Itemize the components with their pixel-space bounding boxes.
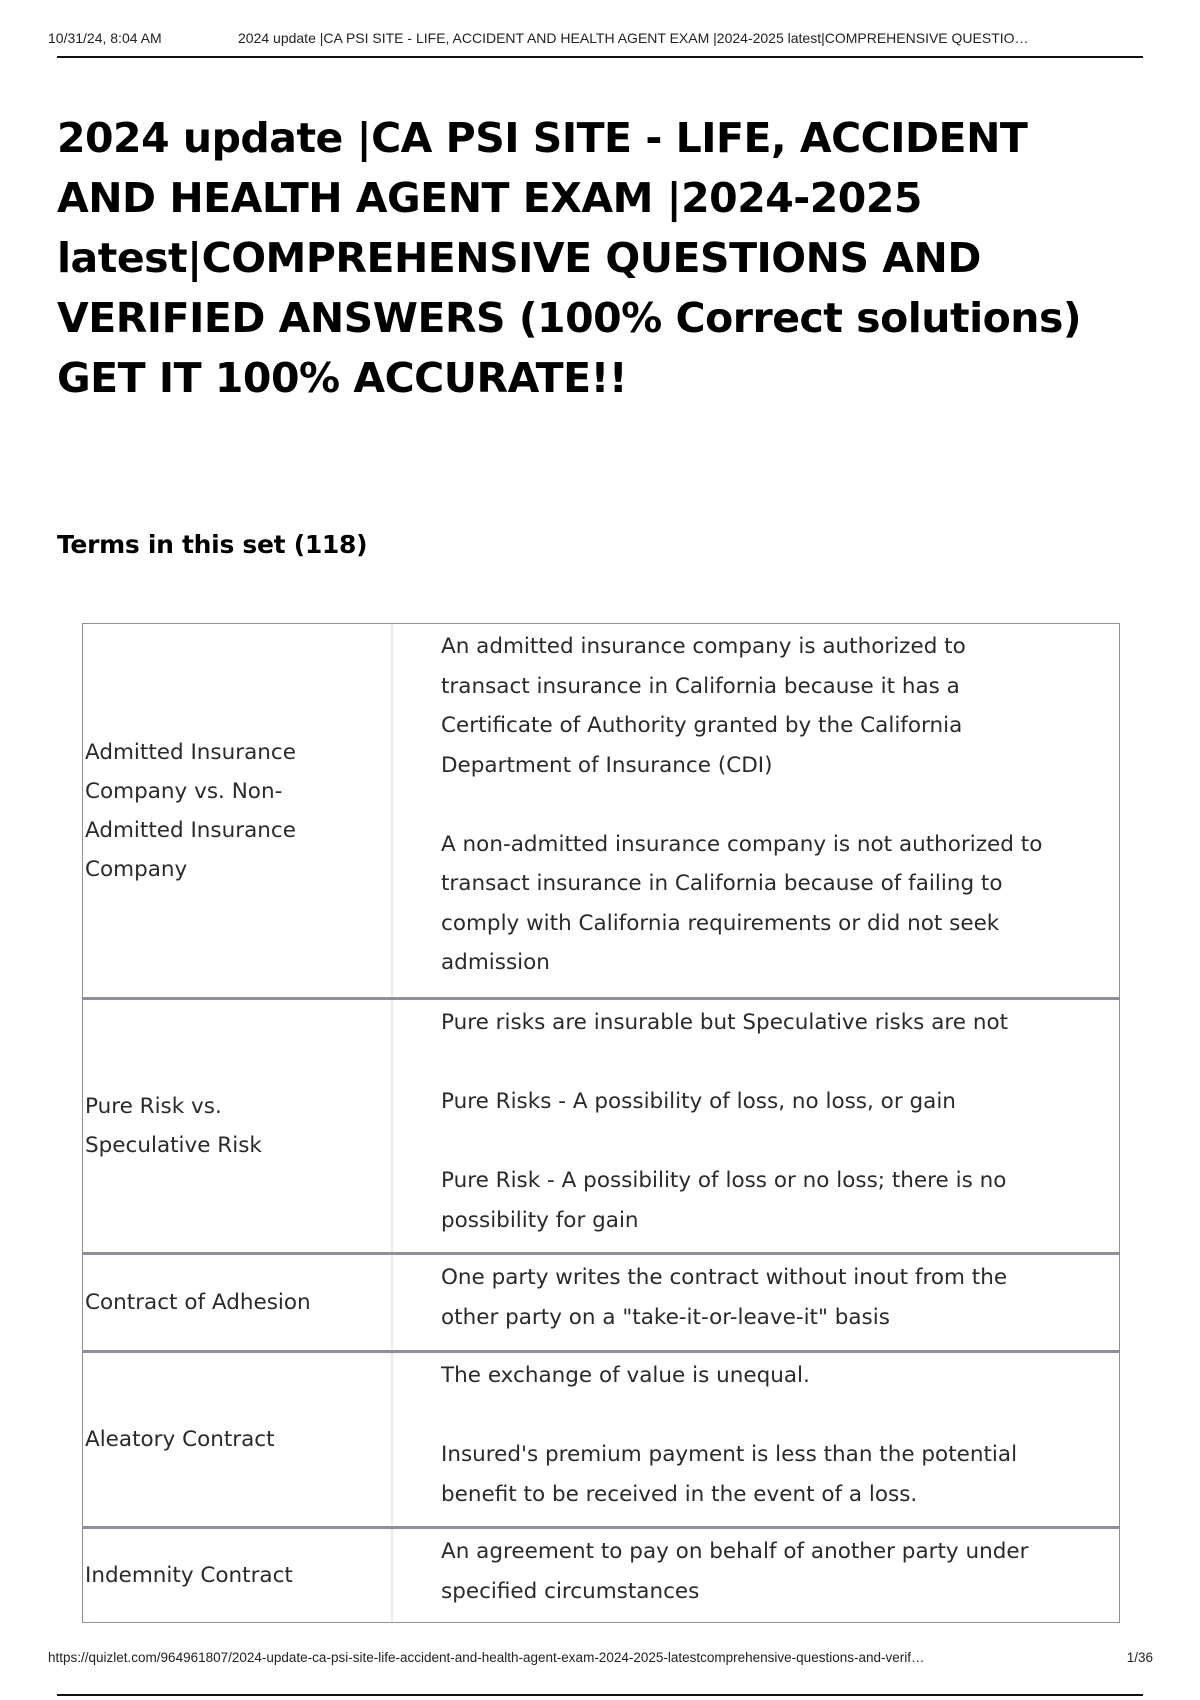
term-text: Aleatory Contract (85, 1427, 275, 1452)
term-row (83, 624, 1119, 997)
term-cell (83, 624, 393, 997)
term-text: Admitted Insurance Company vs. Non-Admitted Insurance Company (85, 739, 296, 882)
terms-table (82, 623, 1120, 1623)
print-url: https://quizlet.com/964961807/2024-update-ca-psi-site-life-accident-and-health-agent-exam-2024-2025-latestcomprehensive-questions-and-verif… (48, 1650, 925, 1665)
definition-cell (393, 624, 1119, 997)
definition-text: A non-admitted insurance company is not authorized to transact insurance in California because of failing to comply with California requirements or did not seek admission (441, 831, 1043, 975)
definition-text: An agreement to pay on behalf of another party under specified circumstances (441, 1539, 1029, 1604)
page-number: 1/36 (1126, 1650, 1153, 1665)
print-datetime: 10/31/24, 8:04 AM (48, 30, 162, 46)
definition-text: One party writes the contract without inout from the other party on a "take-it-or-leave-it" basis (441, 1265, 1008, 1330)
footer-divider (57, 1694, 1143, 1696)
definition-cell (393, 1255, 1119, 1350)
terms-count-heading: Terms in this set (118) (57, 530, 368, 559)
definition-cell (393, 1353, 1119, 1526)
definition-cell (393, 1529, 1119, 1622)
term-row (83, 1526, 1119, 1622)
term-text: Indemnity Contract (85, 1563, 293, 1588)
definition-text: An admitted insurance company is authorized to transact insurance in California because it has a Certificate of Authority granted by the California Department of Insurance (CDI) (441, 634, 966, 778)
definition-text: Pure Risks - A possibility of loss, no loss, or gain (441, 1089, 956, 1114)
definition-text: Pure risks are insurable but Speculative risks are not (441, 1010, 1009, 1035)
print-footer (48, 1650, 1153, 1665)
term-row (83, 997, 1119, 1252)
term-cell (83, 1353, 393, 1526)
print-doc-title: 2024 update |CA PSI SITE - LIFE, ACCIDENT AND HEALTH AGENT EXAM |2024-2025 latest|COMPREHENSIVE QUESTIO… (238, 30, 1029, 46)
definition-text: Insured's premium payment is less than the potential benefit to be received in the event of a loss. (441, 1442, 1018, 1507)
term-cell (83, 1529, 393, 1622)
term-text: Contract of Adhesion (85, 1290, 311, 1315)
print-header (48, 30, 1148, 46)
page-title: 2024 update |CA PSI SITE - LIFE, ACCIDENT AND HEALTH AGENT EXAM |2024-2025 latest|COMPREHENSIVE QUESTIONS AND VERIFIED ANSWERS (100% Correct solutions) GET IT 100% ACCURATE!! (57, 114, 1082, 402)
term-text: Pure Risk vs. Speculative Risk (85, 1094, 262, 1158)
definition-cell (393, 1000, 1119, 1252)
term-cell (83, 1255, 393, 1350)
term-row (83, 1252, 1119, 1350)
definition-text: The exchange of value is unequal. (441, 1363, 810, 1388)
header-divider (57, 56, 1143, 58)
definition-text: Pure Risk - A possibility of loss or no loss; there is no possibility for gain (441, 1168, 1007, 1233)
term-cell (83, 1000, 393, 1252)
term-row (83, 1350, 1119, 1526)
